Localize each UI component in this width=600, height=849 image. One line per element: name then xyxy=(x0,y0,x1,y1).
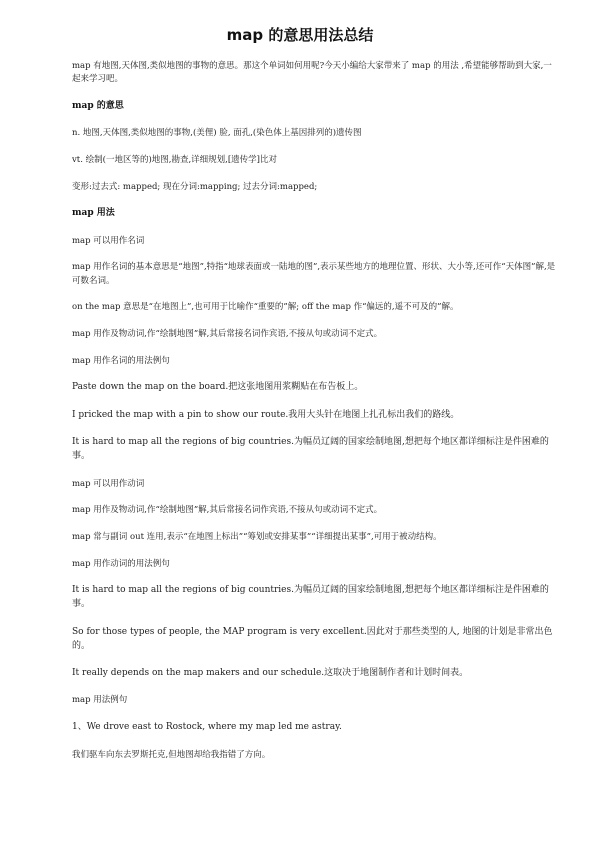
verb-usage-map-out: map 常与副词 out 连用,表示“在地图上标出”“筹划或安排某事”“详细提出某事”,可用于被动结构。 xyxy=(72,531,442,542)
verb-definition: vt. 绘制(一地区等的)地图,勘查,详细规划,[遗传学]比对 xyxy=(72,154,277,165)
verb-usage-title: map 可以用作动词 xyxy=(72,478,145,489)
noun-example-3: It is hard to map all the regions of big countries.为幅员辽阔的国家绘制地图,想把每个地区都详细标注是件困难的事。 xyxy=(72,437,549,462)
noun-usage-title: map 可以用作名词 xyxy=(72,235,145,246)
article-body xyxy=(72,60,556,775)
verb-example-1: It is hard to map all the regions of big countries.为幅员辽阔的国家绘制地图,想把每个地区都详细标注是件困难的事。 xyxy=(72,585,549,610)
noun-definition: n. 地图,天体图,类似地图的事物,(美俚) 脸, 面孔,(染色体上基因排列的)遗传图 xyxy=(72,128,362,139)
examples-title: map 用法例句 xyxy=(72,695,128,706)
example-1-chinese: 我们驱车向东去罗斯托克,但地图却给我指错了方向。 xyxy=(72,749,271,760)
word-forms: 变形:过去式: mapped; 现在分词:mapping; 过去分词:mapped; xyxy=(72,181,318,192)
verb-example-3: It really depends on the map makers and our schedule.这取决于地图制作者和计划时间表。 xyxy=(72,667,469,678)
usage-heading: map 用法 xyxy=(72,208,115,219)
example-1-english: 1、We drove east to Rostock, where my map led me astray. xyxy=(72,722,342,733)
noun-example-2: I pricked the map with a pin to show our route.我用大头针在地图上扎孔标出我们的路线。 xyxy=(72,409,460,420)
page-title: map 的意思用法总结 xyxy=(226,26,374,44)
noun-usage-transitive: map 用作及物动词,作“绘制地图”解,其后常接名词作宾语,不接从句或动词不定式。 xyxy=(72,328,383,339)
verb-example-2: So for those types of people, the MAP program is very excellent.因此对于那些类型的人, 地图的计划是非常出色的。 xyxy=(72,626,553,651)
meaning-heading: map 的意思 xyxy=(72,100,124,111)
intro-paragraph: map 有地图,天体图,类似地图的事物的意思。那这个单词如何用呢?今天小编给大家带来了 map 的用法 ,希望能够帮助到大家,一起来学习吧。 xyxy=(72,61,552,85)
noun-usage-basic: map 用作名词的基本意思是“地图”,特指“地球表面或一陆地的图”,表示某些地方的地理位置、形状、大小等,还可作“天体图”解,是可数名词。 xyxy=(72,262,556,286)
noun-usage-on-the-map: on the map 意思是“在地图上”,也可用于比喻作“重要的”解; off the map 作“偏远的,遥不可及的”解。 xyxy=(72,302,459,313)
noun-example-1: Paste down the map on the board.把这张地图用浆糊贴在布告板上。 xyxy=(72,382,364,393)
noun-examples-title: map 用作名词的用法例句 xyxy=(72,355,170,366)
verb-usage-basic: map 用作及物动词,作“绘制地图”解,其后常接名词作宾语,不接从句或动词不定式。 xyxy=(72,505,383,516)
verb-examples-title: map 用作动词的用法例句 xyxy=(72,558,170,569)
